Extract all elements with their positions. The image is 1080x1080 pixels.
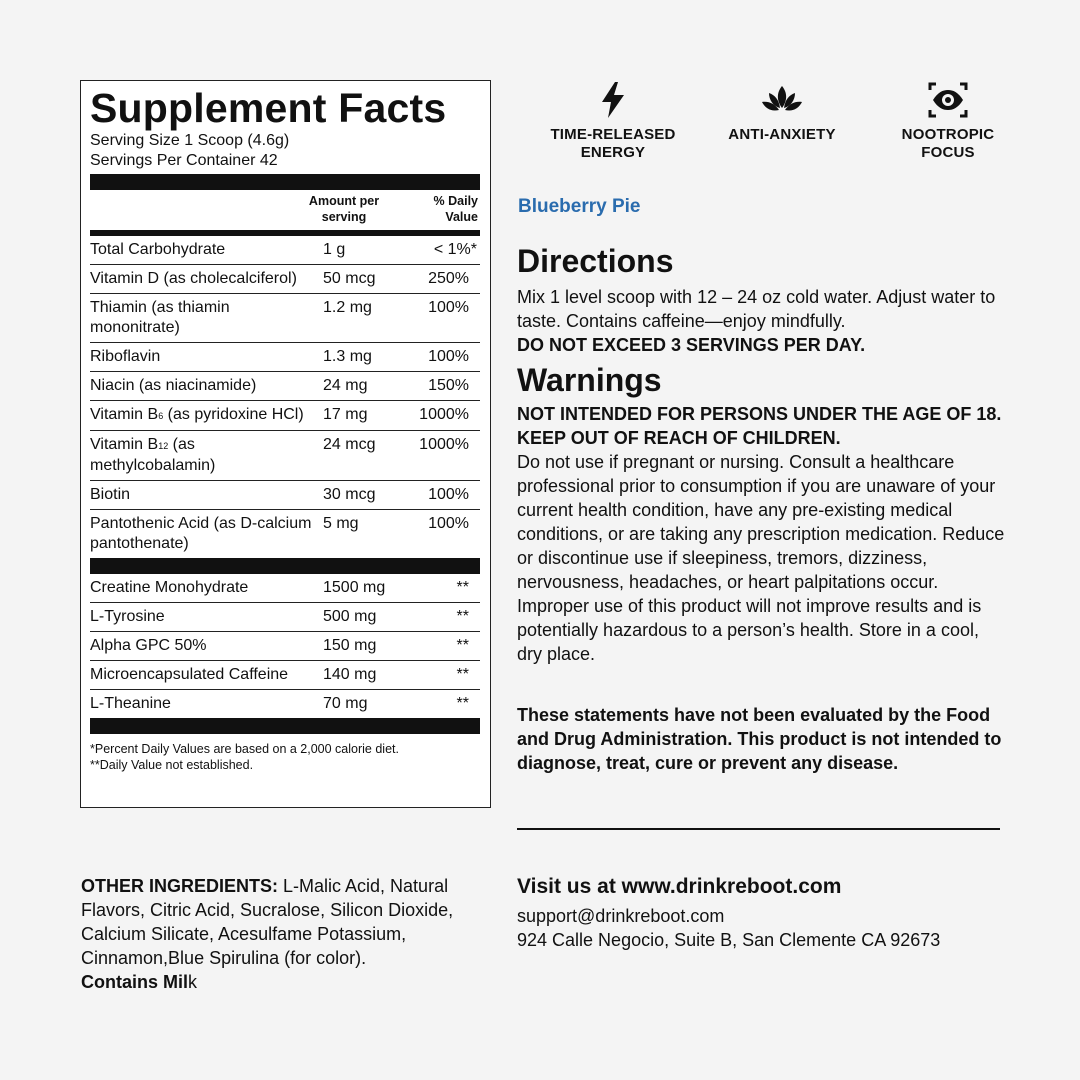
other-ingredients bbox=[81, 874, 461, 994]
ingredient-amount: 500 mg bbox=[323, 608, 377, 625]
table-row bbox=[90, 632, 480, 661]
nutrient-dv: 100% bbox=[428, 348, 469, 365]
table-row bbox=[90, 661, 480, 690]
warnings-bold: NOT INTENDED FOR PERSONS UNDER THE AGE OF 18. KEEP OUT OF REACH OF CHILDREN. bbox=[517, 404, 1002, 448]
servings-per-container: Servings Per Container 42 bbox=[90, 152, 278, 169]
facts-title: Supplement Facts bbox=[90, 85, 447, 131]
ingredient-name: Alpha GPC 50% bbox=[90, 637, 207, 654]
ingredient-dv: ** bbox=[456, 579, 469, 596]
serving-size: Serving Size 1 Scoop (4.6g) bbox=[90, 132, 290, 149]
nutrient-name bbox=[90, 435, 323, 476]
nutrient-dv: 1000% bbox=[419, 406, 469, 423]
divider-thick bbox=[90, 718, 480, 734]
badge-label-line1: NOOTROPIC bbox=[901, 126, 995, 143]
nutrient-name: Riboflavin bbox=[90, 348, 161, 365]
nutrient-amount: 1.2 mg bbox=[323, 299, 372, 316]
badge-energy bbox=[533, 80, 693, 162]
amount-header-line1: Amount per bbox=[308, 194, 380, 208]
eye-focus-icon bbox=[868, 80, 1028, 120]
nutrient-dv: < 1%* bbox=[433, 241, 477, 258]
table-row bbox=[90, 603, 480, 632]
table-row bbox=[90, 690, 480, 718]
dv-header-line1: % Daily bbox=[433, 194, 478, 208]
other-ingredients-label: OTHER INGREDIENTS: bbox=[81, 876, 279, 896]
nutrient-name-sub: 12 bbox=[158, 441, 169, 451]
table-row bbox=[90, 431, 480, 481]
badge-label bbox=[533, 126, 693, 162]
table-row bbox=[90, 574, 480, 603]
ingredient-name: L-Tyrosine bbox=[90, 608, 165, 625]
nutrient-name: Vitamin D (as cholecalciferol) bbox=[90, 270, 297, 287]
table-row bbox=[90, 481, 480, 510]
nutrient-name: Total Carbohydrate bbox=[90, 241, 226, 258]
fda-disclaimer: These statements have not been evaluated by the Food and Drug Administration. This product is not intended to diagnose, treat, cure or prevent any disease. bbox=[517, 705, 1002, 773]
flavor-name: Blueberry Pie bbox=[518, 196, 641, 217]
nutrient-amount: 24 mg bbox=[323, 377, 368, 394]
ingredient-name: Creatine Monohydrate bbox=[90, 579, 249, 596]
facts-header-row bbox=[90, 190, 480, 230]
nutrient-name bbox=[90, 405, 323, 426]
ingredient-amount: 140 mg bbox=[323, 666, 377, 683]
table-row bbox=[90, 401, 480, 431]
supplement-facts-panel bbox=[80, 80, 491, 808]
dv-header-line2: Value bbox=[445, 210, 478, 224]
table-row bbox=[90, 372, 480, 401]
nutrient-name: Thiamin (as thiamin mononitrate) bbox=[90, 299, 230, 336]
directions-title: Directions bbox=[517, 243, 674, 279]
nutrient-dv: 150% bbox=[428, 377, 469, 394]
nutrient-amount: 1 g bbox=[323, 241, 346, 258]
badge-label-line2: ENERGY bbox=[580, 144, 646, 161]
website-link[interactable]: Visit us at www.drinkreboot.com bbox=[517, 875, 842, 898]
footnote-not-established: **Daily Value not established. bbox=[90, 758, 254, 772]
nutrient-dv: 1000% bbox=[419, 436, 469, 453]
badge-focus bbox=[868, 80, 1028, 162]
badge-label-line1: ANTI-ANXIETY bbox=[728, 126, 836, 143]
nutrient-amount: 17 mg bbox=[323, 406, 368, 423]
badge-label-line2: FOCUS bbox=[921, 144, 975, 161]
contains-milk-bold: Contains Mil bbox=[81, 972, 188, 992]
ingredient-amount: 150 mg bbox=[323, 637, 377, 654]
nutrient-amount: 1.3 mg bbox=[323, 348, 372, 365]
warnings-text: Do not use if pregnant or nursing. Consult a healthcare professional prior to consumption if you are unaware of your current health condition, have any pre-existing medical conditions, or are taking any prescription medication. Reduce or discontinue use if sleepiness, tremors, dizziness, nervousness, headaches, or heart palpitations occur. Improper use of this product will not improve results and is potentially hazardous to a person’s health. Store in a cool, dry place. bbox=[517, 452, 1005, 664]
nutrient-dv: 100% bbox=[428, 515, 469, 532]
address: 924 Calle Negocio, Suite B, San Clemente CA 92673 bbox=[517, 930, 941, 950]
nutrient-name-sub: 6 bbox=[158, 411, 164, 421]
contact-section bbox=[517, 874, 1007, 952]
table-row bbox=[90, 510, 480, 558]
ingredient-amount: 1500 mg bbox=[323, 579, 386, 596]
ingredient-dv: ** bbox=[456, 666, 469, 683]
warnings-title: Warnings bbox=[517, 362, 662, 398]
nutrient-amount: 24 mcg bbox=[323, 436, 376, 453]
table-row bbox=[90, 294, 480, 343]
nutrient-amount: 5 mg bbox=[323, 515, 359, 532]
nutrient-amount: 30 mcg bbox=[323, 486, 376, 503]
nutrient-name: Pantothenic Acid (as D-calcium pantothenate) bbox=[90, 515, 312, 552]
amount-header-line2: serving bbox=[321, 210, 367, 224]
divider-thick bbox=[90, 558, 480, 574]
ingredient-name: L-Theanine bbox=[90, 695, 171, 712]
ingredient-amount: 70 mg bbox=[323, 695, 368, 712]
table-row bbox=[90, 343, 480, 372]
badge-label bbox=[868, 126, 1028, 162]
nutrient-name-pre: Vitamin B bbox=[90, 406, 159, 423]
ingredient-dv: ** bbox=[456, 695, 469, 712]
nutrient-name: Niacin (as niacinamide) bbox=[90, 377, 257, 394]
ingredient-name: Microencapsulated Caffeine bbox=[90, 666, 289, 683]
lightning-icon bbox=[533, 80, 693, 120]
ingredient-dv: ** bbox=[456, 608, 469, 625]
footnotes bbox=[90, 734, 480, 773]
nutrient-dv: 100% bbox=[428, 299, 469, 316]
divider-line bbox=[517, 828, 1000, 830]
divider-thick bbox=[90, 174, 480, 190]
nutrient-name-post: (as pyridoxine HCl) bbox=[163, 406, 304, 423]
directions-text: Mix 1 level scoop with 12 – 24 oz cold water. Adjust water to taste. Contains caffeine—enjoy mindfully. bbox=[517, 287, 996, 331]
badge-anti-anxiety bbox=[702, 80, 862, 144]
warnings-section bbox=[517, 362, 1007, 666]
table-row bbox=[90, 236, 480, 265]
contains-milk-tail: k bbox=[188, 972, 197, 992]
other-ingredients-text: L-Malic Acid, Natural Flavors, Citric Acid, Sucralose, Silicon Dioxide, Calcium Silicate, Acesulfame Potassium, Cinnamon,Blue Spirulina (for color). bbox=[81, 876, 454, 968]
table-row bbox=[90, 265, 480, 294]
footnote-dv: *Percent Daily Values are based on a 2,000 calorie diet. bbox=[90, 742, 399, 756]
directions-warning: DO NOT EXCEED 3 SERVINGS PER DAY. bbox=[517, 335, 866, 355]
lotus-icon bbox=[702, 80, 862, 120]
nutrient-dv: 250% bbox=[428, 270, 469, 287]
nutrient-name-post: (as methylcobalamin) bbox=[90, 436, 216, 474]
nutrient-name-pre: Vitamin B bbox=[90, 436, 159, 453]
amount-header bbox=[295, 193, 393, 230]
nutrient-amount: 50 mcg bbox=[323, 270, 376, 287]
badge-label bbox=[702, 126, 862, 144]
ingredient-dv: ** bbox=[456, 637, 469, 654]
support-email[interactable]: support@drinkreboot.com bbox=[517, 906, 725, 926]
badge-label-line1: TIME-RELEASED bbox=[550, 126, 676, 143]
nutrient-name: Biotin bbox=[90, 486, 131, 503]
directions-section bbox=[517, 243, 1007, 357]
dv-header bbox=[393, 193, 480, 230]
nutrient-dv: 100% bbox=[428, 486, 469, 503]
